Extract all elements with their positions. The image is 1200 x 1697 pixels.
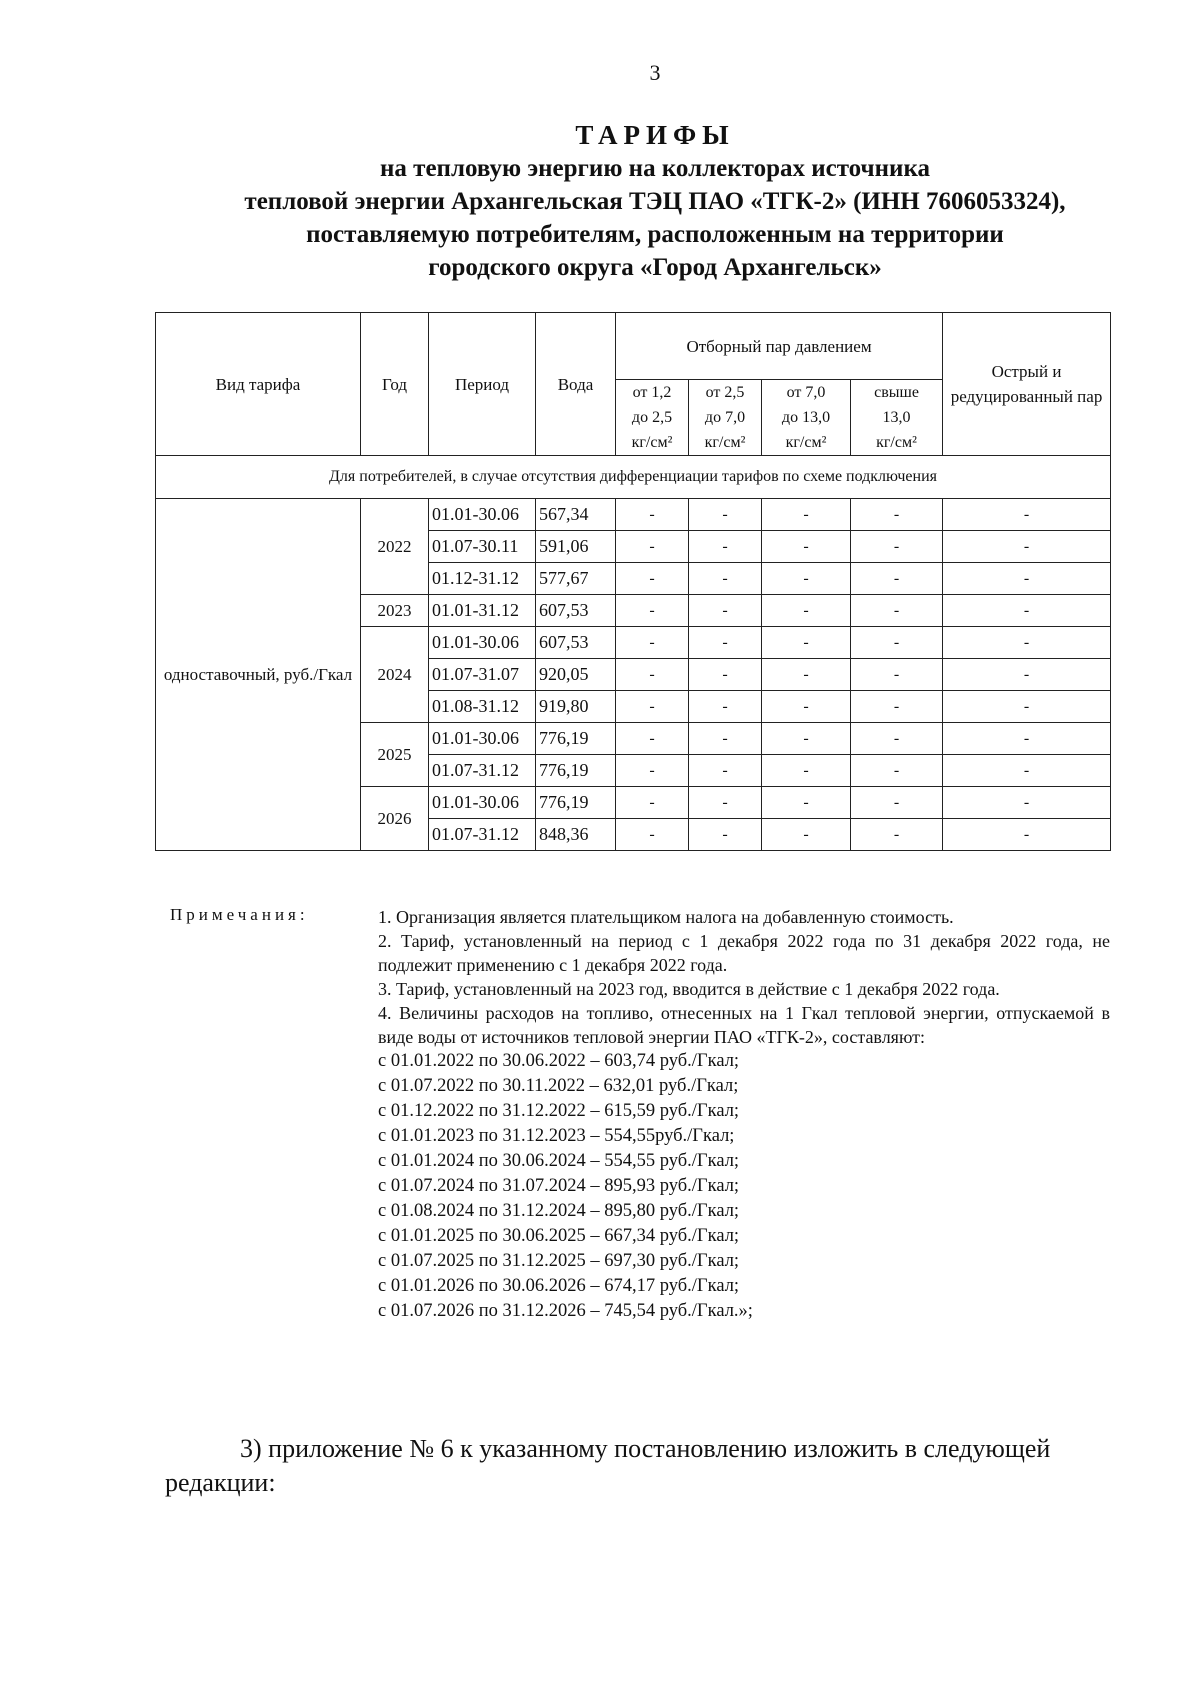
empty-value-dash: - [616,595,689,627]
water-value-cell: 607,53 [536,627,616,659]
empty-value-dash: - [616,659,689,691]
period-cell: 01.01-30.06 [429,627,536,659]
period-cell: 01.01-30.06 [429,723,536,755]
period-cell: 01.08-31.12 [429,691,536,723]
empty-value-dash: - [943,531,1111,563]
header-pressure-1: от 1,2 до 2,5 кг/см² [616,380,689,456]
empty-value-dash: - [851,787,943,819]
fuel-cost-item: с 01.07.2026 по 31.12.2026 – 745,54 руб./Гкал.»; [378,1301,753,1321]
period-cell: 01.01-30.06 [429,499,536,531]
year-cell: 2025 [361,723,429,787]
empty-value-dash: - [689,499,762,531]
empty-value-dash: - [762,787,851,819]
fuel-cost-item: с 01.01.2026 по 30.06.2026 – 674,17 руб./Гкал; [378,1276,740,1296]
empty-value-dash: - [689,755,762,787]
empty-value-dash: - [943,691,1111,723]
empty-value-dash: - [943,563,1111,595]
fuel-cost-item: с 01.01.2025 по 30.06.2025 – 667,34 руб./Гкал; [378,1226,740,1246]
year-cell: 2024 [361,627,429,723]
title-line: городского округа «Город Архангельск» [428,254,882,281]
period-cell: 01.07-31.12 [429,819,536,851]
group-note: Для потребителей, в случае отсутствия дифференциации тарифов по схеме подключения [156,456,1111,499]
empty-value-dash: - [689,787,762,819]
water-value-cell: 776,19 [536,723,616,755]
closing-paragraph [165,1432,1120,1500]
period-cell: 01.07-31.12 [429,755,536,787]
note-item: 1. Организация является плательщиком налога на добавленную стоимость. [378,907,954,927]
title-line: тепловой энергии Архангельская ТЭЦ ПАО «ТГК-2» (ИНН 7606053324), [244,188,1066,215]
closing-line: 3) приложение № 6 к указанному постановлению изложить в следующей [240,1434,1051,1463]
empty-value-dash: - [689,595,762,627]
water-value-cell: 776,19 [536,787,616,819]
water-value-cell: 567,34 [536,499,616,531]
empty-value-dash: - [943,595,1111,627]
header-pressure-3: от 7,0 до 13,0 кг/см² [762,380,851,456]
empty-value-dash: - [689,723,762,755]
empty-value-dash: - [851,659,943,691]
fuel-cost-item: с 01.07.2025 по 31.12.2025 – 697,30 руб./Гкал; [378,1251,740,1271]
empty-value-dash: - [851,819,943,851]
water-value-cell: 776,19 [536,755,616,787]
empty-value-dash: - [762,755,851,787]
empty-value-dash: - [943,819,1111,851]
empty-value-dash: - [762,563,851,595]
empty-value-dash: - [851,563,943,595]
empty-value-dash: - [616,819,689,851]
period-cell: 01.01-31.12 [429,595,536,627]
empty-value-dash: - [851,723,943,755]
period-cell: 01.12-31.12 [429,563,536,595]
empty-value-dash: - [762,819,851,851]
header-water: Вода [536,313,616,456]
title-line: поставляемую потребителям, расположенным на территории [306,221,1004,248]
water-value-cell: 919,80 [536,691,616,723]
empty-value-dash: - [943,659,1111,691]
water-value-cell: 848,36 [536,819,616,851]
page-number: 3 [649,60,661,85]
period-cell: 01.07-31.07 [429,659,536,691]
tariffs-table [155,312,1111,851]
empty-value-dash: - [762,691,851,723]
empty-value-dash: - [616,787,689,819]
note-item: 4. Величины расходов на топливо, отнесенных на 1 Гкал тепловой энергии, отпускаемой в виде воды от источников тепловой энергии ПАО «ТГК-2», составляют: [378,1003,1110,1047]
title-line: на тепловую энергию на коллекторах источника [380,155,930,182]
year-cell: 2023 [361,595,429,627]
empty-value-dash: - [616,723,689,755]
title-main: ТАРИФЫ [575,120,735,150]
empty-value-dash: - [616,531,689,563]
fuel-cost-item: с 01.07.2022 по 30.11.2022 – 632,01 руб./Гкал; [378,1076,739,1096]
header-sharp-steam: Острый и редуцированный пар [943,313,1111,456]
empty-value-dash: - [616,627,689,659]
note-item: 2. Тариф, установленный на период с 1 декабря 2022 года по 31 декабря 2022 года, не подлежит применению с 1 декабря 2022 года. [378,931,1110,975]
empty-value-dash: - [616,755,689,787]
document-title [150,118,1160,284]
empty-value-dash: - [762,723,851,755]
empty-value-dash: - [943,755,1111,787]
header-pressure-2: от 2,5 до 7,0 кг/см² [689,380,762,456]
header-selected-steam: Отборный пар давлением [616,313,943,380]
empty-value-dash: - [689,819,762,851]
fuel-cost-item: с 01.07.2024 по 31.07.2024 – 895,93 руб./Гкал; [378,1176,740,1196]
empty-value-dash: - [762,659,851,691]
water-value-cell: 591,06 [536,531,616,563]
empty-value-dash: - [616,563,689,595]
empty-value-dash: - [762,531,851,563]
notes-label: Примечания: [170,905,309,924]
empty-value-dash: - [689,563,762,595]
water-value-cell: 577,67 [536,563,616,595]
fuel-cost-item: с 01.01.2022 по 30.06.2022 – 603,74 руб./Гкал; [378,1051,740,1071]
empty-value-dash: - [943,499,1111,531]
water-value-cell: 920,05 [536,659,616,691]
period-cell: 01.01-30.06 [429,787,536,819]
fuel-cost-list [378,1049,1110,1324]
empty-value-dash: - [851,531,943,563]
notes-body [378,905,1110,1324]
empty-value-dash: - [943,787,1111,819]
empty-value-dash: - [851,627,943,659]
empty-value-dash: - [616,691,689,723]
empty-value-dash: - [762,627,851,659]
empty-value-dash: - [689,531,762,563]
empty-value-dash: - [689,659,762,691]
empty-value-dash: - [943,627,1111,659]
empty-value-dash: - [689,627,762,659]
empty-value-dash: - [851,691,943,723]
fuel-cost-item: с 01.01.2024 по 30.06.2024 – 554,55 руб./Гкал; [378,1151,740,1171]
empty-value-dash: - [762,595,851,627]
note-item: 3. Тариф, установленный на 2023 год, вводится в действие с 1 декабря 2022 года. [378,979,1000,999]
header-period: Период [429,313,536,456]
year-cell: 2022 [361,499,429,595]
fuel-cost-item: с 01.08.2024 по 31.12.2024 – 895,80 руб./Гкал; [378,1201,740,1221]
empty-value-dash: - [851,499,943,531]
empty-value-dash: - [689,691,762,723]
tariff-type-cell: одноставочный, руб./Гкал [156,499,361,851]
header-tariff-type: Вид тарифа [156,313,361,456]
closing-line: редакции: [165,1468,276,1497]
empty-value-dash: - [943,723,1111,755]
empty-value-dash: - [616,499,689,531]
header-year: Год [361,313,429,456]
water-value-cell: 607,53 [536,595,616,627]
empty-value-dash: - [762,499,851,531]
header-pressure-4: свыше 13,0 кг/см² [851,380,943,456]
table-row [156,499,1111,531]
year-cell: 2026 [361,787,429,851]
empty-value-dash: - [851,595,943,627]
empty-value-dash: - [851,755,943,787]
period-cell: 01.07-30.11 [429,531,536,563]
fuel-cost-item: с 01.01.2023 по 31.12.2023 – 554,55руб./Гкал; [378,1126,735,1146]
fuel-cost-item: с 01.12.2022 по 31.12.2022 – 615,59 руб./Гкал; [378,1101,740,1121]
